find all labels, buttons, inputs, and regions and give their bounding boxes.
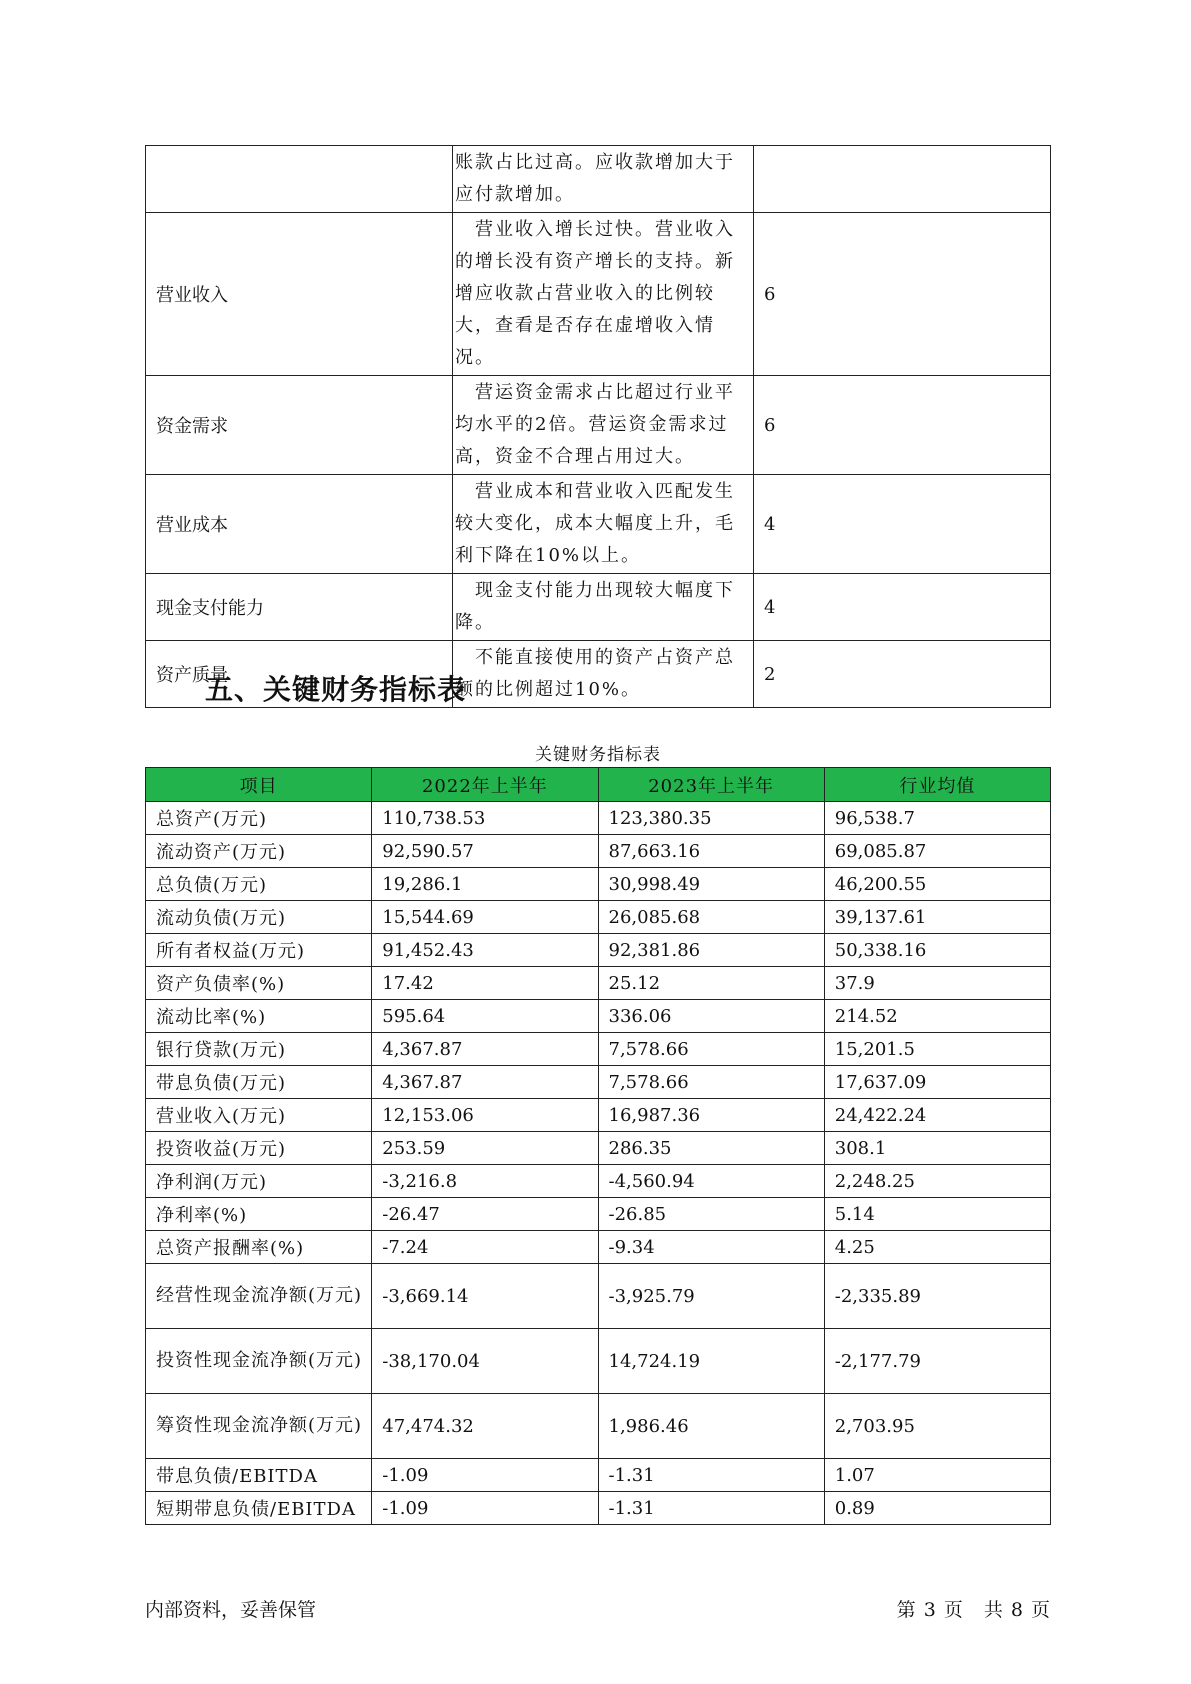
value-2023-cell: 87,663.16 [598, 835, 824, 868]
industry-avg-cell: 4.25 [824, 1231, 1050, 1264]
value-2023-cell: 7,578.66 [598, 1066, 824, 1099]
header-item: 项目 [146, 768, 372, 802]
financial-indicator-table [145, 767, 1051, 1525]
risk-item-cell: 现金支付能力 [146, 574, 453, 641]
header-industry-avg: 行业均值 [824, 768, 1050, 802]
indicator-name-cell: 流动比率(%) [146, 1000, 372, 1033]
table-row [146, 1066, 1051, 1099]
indicator-name-cell: 流动负债(万元) [146, 901, 372, 934]
risk-score-cell: 2 [754, 641, 1051, 708]
industry-avg-cell: 308.1 [824, 1132, 1050, 1165]
industry-avg-cell: 17,637.09 [824, 1066, 1050, 1099]
table-row [146, 1329, 1051, 1394]
value-2022-cell: -38,170.04 [372, 1329, 598, 1394]
table-caption: 关键财务指标表 [535, 745, 661, 765]
indicator-name-cell: 流动资产(万元) [146, 835, 372, 868]
indicator-name-cell: 短期带息负债/EBITDA [146, 1492, 372, 1525]
value-2022-cell: 253.59 [372, 1132, 598, 1165]
value-2023-cell: 16,987.36 [598, 1099, 824, 1132]
value-2022-cell: -26.47 [372, 1198, 598, 1231]
table-row [146, 835, 1051, 868]
footer-page-number: 第 3 页 共 8 页 [896, 1599, 1051, 1621]
industry-avg-cell: 0.89 [824, 1492, 1050, 1525]
table-row [146, 802, 1051, 835]
risk-item-cell: 资金需求 [146, 376, 453, 475]
value-2022-cell: 12,153.06 [372, 1099, 598, 1132]
indicator-name-cell: 总资产报酬率(%) [146, 1231, 372, 1264]
indicator-name-cell: 净利润(万元) [146, 1165, 372, 1198]
value-2023-cell: 1,986.46 [598, 1394, 824, 1459]
value-2023-cell: 336.06 [598, 1000, 824, 1033]
risk-score-cell [754, 146, 1051, 213]
table-row [146, 146, 1051, 213]
table-row [146, 1394, 1051, 1459]
table-row [146, 1165, 1051, 1198]
indicator-name-cell: 带息负债/EBITDA [146, 1459, 372, 1492]
value-2023-cell: 25.12 [598, 967, 824, 1000]
table-row [146, 1033, 1051, 1066]
value-2022-cell: 4,367.87 [372, 1033, 598, 1066]
table-row [146, 1198, 1051, 1231]
indicator-name-cell: 银行贷款(万元) [146, 1033, 372, 1066]
header-2023: 2023年上半年 [598, 768, 824, 802]
value-2022-cell: 91,452.43 [372, 934, 598, 967]
risk-desc-cell: 现金支付能力出现较大幅度下降。 [453, 574, 754, 641]
table-row [146, 1492, 1051, 1525]
table-header-row [146, 768, 1051, 802]
risk-score-cell: 4 [754, 475, 1051, 574]
industry-avg-cell: 50,338.16 [824, 934, 1050, 967]
risk-desc-cell: 账款占比过高。应收款增加大于应付款增加。 [453, 146, 754, 213]
risk-item-cell [146, 146, 453, 213]
indicator-name-cell: 所有者权益(万元) [146, 934, 372, 967]
industry-avg-cell: 24,422.24 [824, 1099, 1050, 1132]
industry-avg-cell: 2,248.25 [824, 1165, 1050, 1198]
table-row [146, 901, 1051, 934]
value-2022-cell: -7.24 [372, 1231, 598, 1264]
table-row [146, 967, 1051, 1000]
industry-avg-cell: 15,201.5 [824, 1033, 1050, 1066]
indicator-name-cell: 带息负债(万元) [146, 1066, 372, 1099]
indicator-name-cell: 净利率(%) [146, 1198, 372, 1231]
value-2023-cell: -9.34 [598, 1231, 824, 1264]
table-row [146, 1000, 1051, 1033]
value-2022-cell: 595.64 [372, 1000, 598, 1033]
value-2023-cell: 7,578.66 [598, 1033, 824, 1066]
value-2022-cell: 19,286.1 [372, 868, 598, 901]
value-2023-cell: 30,998.49 [598, 868, 824, 901]
value-2022-cell: 15,544.69 [372, 901, 598, 934]
value-2022-cell: 110,738.53 [372, 802, 598, 835]
industry-avg-cell: 214.52 [824, 1000, 1050, 1033]
value-2022-cell: -1.09 [372, 1459, 598, 1492]
value-2022-cell: 17.42 [372, 967, 598, 1000]
industry-avg-cell: 5.14 [824, 1198, 1050, 1231]
risk-score-cell: 4 [754, 574, 1051, 641]
value-2023-cell: -4,560.94 [598, 1165, 824, 1198]
value-2023-cell: 14,724.19 [598, 1329, 824, 1394]
indicator-name-cell: 总负债(万元) [146, 868, 372, 901]
value-2022-cell: 47,474.32 [372, 1394, 598, 1459]
risk-desc-cell: 营运资金需求占比超过行业平均水平的2倍。营运资金需求过高，资金不合理占用过大。 [453, 376, 754, 475]
table-row [146, 213, 1051, 376]
industry-avg-cell: 37.9 [824, 967, 1050, 1000]
table-row [146, 1459, 1051, 1492]
value-2022-cell: 4,367.87 [372, 1066, 598, 1099]
indicator-name-cell: 投资性现金流净额(万元) [146, 1329, 372, 1394]
industry-avg-cell: 1.07 [824, 1459, 1050, 1492]
value-2023-cell: -3,925.79 [598, 1264, 824, 1329]
value-2023-cell: -1.31 [598, 1459, 824, 1492]
table-row [146, 475, 1051, 574]
industry-avg-cell: 69,085.87 [824, 835, 1050, 868]
industry-avg-cell: 96,538.7 [824, 802, 1050, 835]
value-2023-cell: -1.31 [598, 1492, 824, 1525]
table-row [146, 1099, 1051, 1132]
value-2023-cell: 26,085.68 [598, 901, 824, 934]
table-row [146, 934, 1051, 967]
industry-avg-cell: 2,703.95 [824, 1394, 1050, 1459]
table-row [146, 1231, 1051, 1264]
industry-avg-cell: -2,177.79 [824, 1329, 1050, 1394]
risk-score-cell: 6 [754, 376, 1051, 475]
value-2022-cell: -3,216.8 [372, 1165, 598, 1198]
risk-table [145, 145, 1051, 708]
risk-score-cell: 6 [754, 213, 1051, 376]
risk-desc-cell: 营业收入增长过快。营业收入的增长没有资产增长的支持。新增应收款占营业收入的比例较大，查看是否存在虚增收入情况。 [453, 213, 754, 376]
header-2022: 2022年上半年 [372, 768, 598, 802]
footer-confidential: 内部资料，妥善保管 [145, 1599, 317, 1621]
risk-item-cell: 营业收入 [146, 213, 453, 376]
industry-avg-cell: -2,335.89 [824, 1264, 1050, 1329]
section-title: 五、关键财务指标表 [205, 673, 467, 706]
value-2022-cell: 92,590.57 [372, 835, 598, 868]
indicator-name-cell: 投资收益(万元) [146, 1132, 372, 1165]
value-2023-cell: 286.35 [598, 1132, 824, 1165]
indicator-name-cell: 总资产(万元) [146, 802, 372, 835]
value-2022-cell: -1.09 [372, 1492, 598, 1525]
risk-desc-cell: 不能直接使用的资产占资产总额的比例超过10%。 [453, 641, 754, 708]
risk-item-cell: 资产质量 [146, 641, 453, 708]
indicator-name-cell: 资产负债率(%) [146, 967, 372, 1000]
table-row [146, 1132, 1051, 1165]
table-row [146, 1264, 1051, 1329]
table-row [146, 574, 1051, 641]
value-2023-cell: 123,380.35 [598, 802, 824, 835]
table-row [146, 376, 1051, 475]
indicator-name-cell: 经营性现金流净额(万元) [146, 1264, 372, 1329]
industry-avg-cell: 46,200.55 [824, 868, 1050, 901]
industry-avg-cell: 39,137.61 [824, 901, 1050, 934]
risk-item-cell: 营业成本 [146, 475, 453, 574]
risk-desc-cell: 营业成本和营业收入匹配发生较大变化，成本大幅度上升，毛利下降在10%以上。 [453, 475, 754, 574]
indicator-name-cell: 营业收入(万元) [146, 1099, 372, 1132]
value-2022-cell: -3,669.14 [372, 1264, 598, 1329]
value-2023-cell: 92,381.86 [598, 934, 824, 967]
indicator-name-cell: 筹资性现金流净额(万元) [146, 1394, 372, 1459]
table-row [146, 868, 1051, 901]
value-2023-cell: -26.85 [598, 1198, 824, 1231]
